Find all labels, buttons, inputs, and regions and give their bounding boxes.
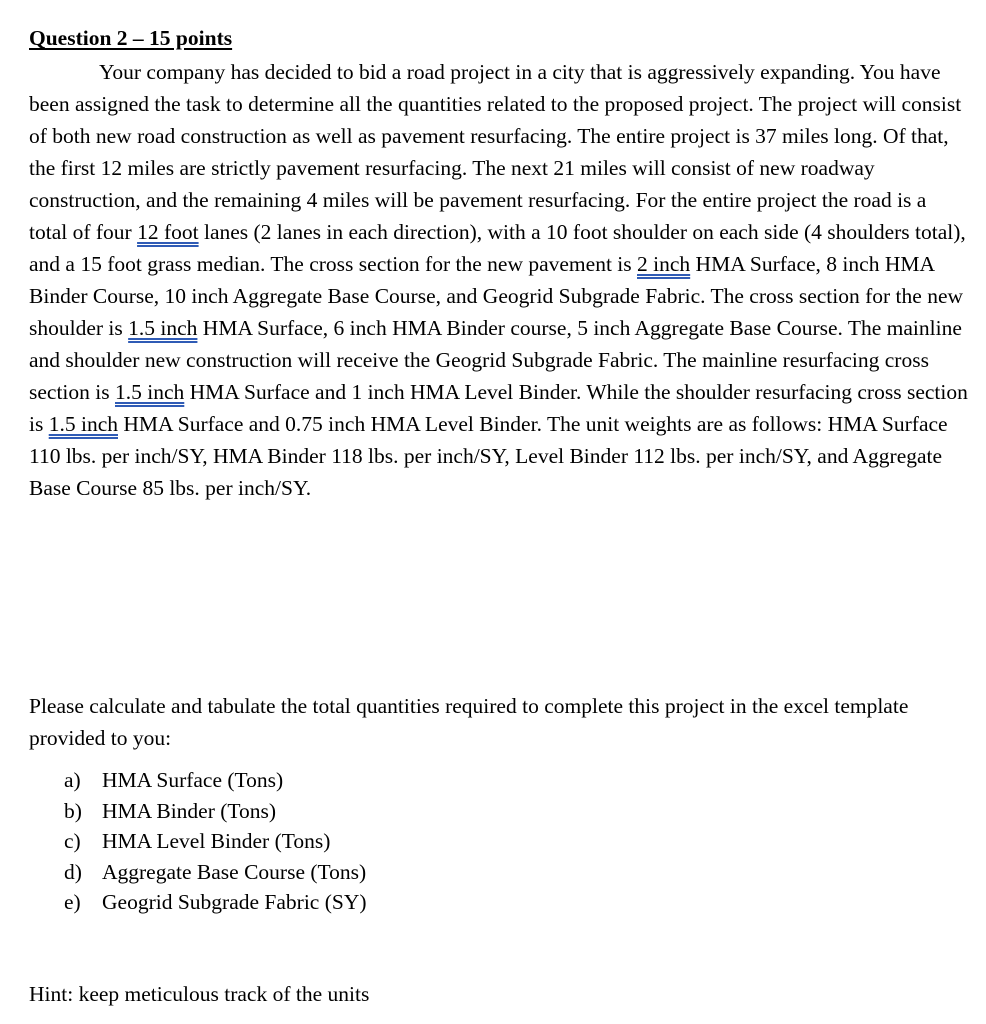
underlined-term-2-inch: 2 inch [637, 252, 691, 276]
list-marker: a) [64, 768, 81, 792]
list-item [64, 857, 367, 888]
statement-part-4: HMA Surface, 6 inch HMA Binder course, 5 inch Aggregate Base Course. The mainline and shoulder new construction will receive the Geogrid Subgrade Fabric. The mainline resurfacing cross section is [29, 316, 962, 404]
list-item [64, 826, 367, 857]
list-marker: c) [64, 829, 81, 853]
statement-part-3: HMA Surface, 8 inch HMA Binder Course, 10 inch Aggregate Base Course, and Geogrid Subgrade Fabric. The cross section for the new shoulder is [29, 252, 964, 340]
list-item [64, 765, 367, 796]
underlined-term-1-5-inch: 1.5 inch [128, 316, 198, 340]
underlined-term-1-5-inch: 1.5 inch [48, 412, 118, 436]
list-marker: e) [64, 890, 81, 914]
statement-part-6: HMA Surface and 0.75 inch HMA Level Binder. The unit weights are as follows: HMA Surface 110 lbs. per inch/SY, HMA Binder 118 lbs. per inch/SY, Level Binder 112 lbs. per inch/SY, and Aggregate Base Course 85 lbs. per inch/SY. [29, 412, 948, 500]
list-marker: d) [64, 859, 82, 884]
statement-part-5: HMA Surface and 1 inch HMA Level Binder. While the shoulder resurfacing cross section is [29, 380, 968, 436]
quantity-list [64, 765, 367, 918]
statement-part-1: Your company has decided to bid a road project in a city that is aggressively expanding. You have been assigned the task to determine all the quantities related to the proposed project. The project will consist of both new road construction as well as pavement resurfacing. The entire project is 37 miles long. Of that, the first 12 miles are strictly pavement resurfacing. The next 21 miles will consist of new roadway construction, and the remaining 4 miles will be pavement resurfacing. For the entire project the road is a total of four [29, 60, 962, 244]
hint-text: Hint: keep meticulous track of the units [29, 982, 370, 1006]
list-item-text: HMA Level Binder (Tons) [102, 829, 331, 853]
underlined-term-1-5-inch: 1.5 inch [115, 380, 185, 404]
problem-statement [29, 56, 969, 504]
calculation-request: Please calculate and tabulate the total quantities required to complete this project in the excel template provided to you: [29, 694, 909, 750]
list-item-text: HMA Surface (Tons) [102, 768, 284, 792]
question-heading: Question 2 – 15 points [29, 26, 233, 50]
statement-part-2: lanes (2 lanes in each direction), with a 10 foot shoulder on each side (4 shoulders total), and a 15 foot grass median. The cross section for the new pavement is [29, 220, 966, 276]
underlined-term-12-foot: 12 foot [137, 220, 199, 244]
list-item-text: Geogrid Subgrade Fabric (SY) [102, 890, 367, 914]
list-item [64, 887, 367, 918]
list-item [64, 796, 367, 827]
list-item-text: HMA Binder (Tons) [102, 798, 277, 823]
list-marker: b) [64, 798, 82, 823]
list-item-text: Aggregate Base Course (Tons) [102, 859, 367, 884]
